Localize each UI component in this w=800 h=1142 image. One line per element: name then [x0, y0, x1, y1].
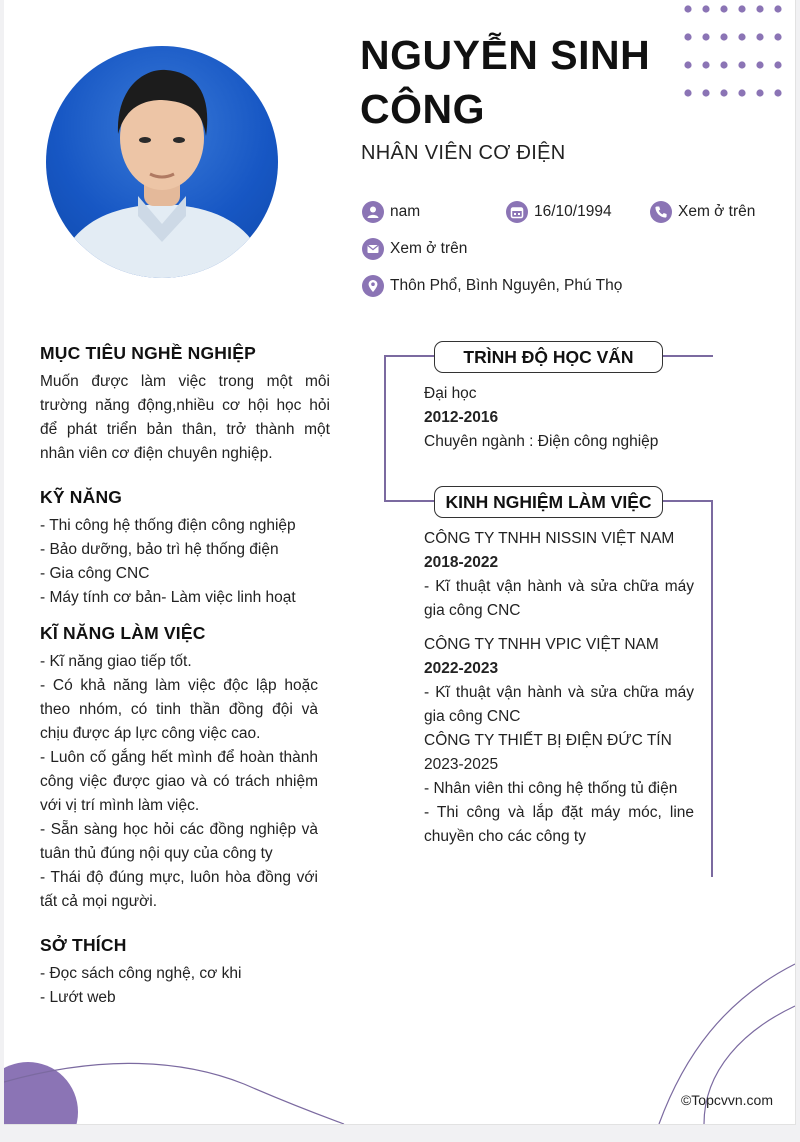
job-description: - Thi công và lắp đặt máy móc, line chuyền cho các công ty — [424, 804, 694, 845]
timeline-line — [663, 355, 713, 357]
gender-value: nam — [390, 203, 421, 220]
experience-details — [424, 527, 694, 849]
experience-heading: KINH NGHIỆM LÀM VIỆC — [434, 486, 663, 518]
company-name: CÔNG TY TNHH VPIC VIỆT NAM — [424, 636, 659, 653]
list-item: - Gia công CNC — [40, 565, 150, 582]
address-value: Thôn Phổ, Bình Nguyên, Phú Thọ — [390, 277, 623, 294]
timeline-line — [384, 355, 434, 357]
list-item: - Có khả năng làm việc độc lập hoặc theo nhóm, có tinh thần đồng đội và chịu được áp lực công việc cao. — [40, 677, 318, 742]
job-description: - Kĩ thuật vận hành và sửa chữa máy gia công CNC — [424, 684, 694, 725]
user-icon — [362, 201, 384, 223]
job-title: NHÂN VIÊN CƠ ĐIỆN — [361, 142, 566, 164]
phone-value: Xem ở trên — [678, 203, 756, 220]
hobbies-title: SỞ THÍCH — [40, 935, 127, 955]
timeline-line — [711, 500, 713, 877]
timeline-line — [663, 500, 713, 502]
objective-text: Muốn được làm việc trong một môi trường năng động,nhiều cơ hội học hỏi để phát triển bản thân, trở thành một nhân viên cơ điện chuyên nghiệp. — [40, 373, 330, 462]
contact-gender — [362, 201, 420, 223]
email-value: Xem ở trên — [390, 240, 468, 257]
candidate-name: NGUYỄN SINH CÔNG — [360, 32, 651, 132]
list-item: - Thái độ đúng mực, luôn hòa đồng với tất cả mọi người. — [40, 869, 318, 910]
contact-address — [362, 275, 622, 297]
skills-title: KỸ NĂNG — [40, 487, 123, 507]
list-item: - Bảo dưỡng, bảo trì hệ thống điện — [40, 541, 279, 558]
work-skills-list — [40, 650, 318, 914]
education-major: Chuyên ngành : Điện công nghiệp — [424, 433, 659, 450]
profile-photo — [46, 46, 278, 278]
education-level: Đại học — [424, 385, 477, 402]
person-portrait-icon — [46, 46, 278, 278]
list-item: - Đọc sách công nghệ, cơ khi — [40, 965, 242, 982]
education-heading: TRÌNH ĐỘ HỌC VẤN — [434, 341, 663, 373]
job-years: 2022-2023 — [424, 660, 499, 677]
contact-email — [362, 238, 467, 260]
phone-icon — [650, 201, 672, 223]
list-item: - Thi công hệ thống điện công nghiệp — [40, 517, 296, 534]
job-years: 2023-2025 — [424, 756, 499, 773]
birthday-value: 16/10/1994 — [534, 203, 612, 220]
company-name: CÔNG TY TNHH NISSIN VIỆT NAM — [424, 530, 675, 547]
dot-grid-decoration — [680, 3, 794, 99]
decorative-curves — [4, 960, 795, 1124]
education-years: 2012-2016 — [424, 409, 499, 426]
job-description: - Nhân viên thi công hệ thống tủ điện — [424, 780, 678, 797]
calendar-icon — [506, 201, 528, 223]
skills-list — [40, 514, 340, 610]
copyright-text: ©Topcvvn.com — [680, 1092, 773, 1108]
list-item: - Luôn cố gắng hết mình để hoàn thành công việc được giao và có trách nhiệm với vị trí mình làm việc. — [40, 749, 318, 814]
location-pin-icon — [362, 275, 384, 297]
company-name: CÔNG TY THIẾT BỊ ĐIỆN ĐỨC TÍN — [424, 732, 672, 749]
work-skills-title: KĨ NĂNG LÀM VIỆC — [40, 623, 206, 643]
job-years: 2018-2022 — [424, 554, 499, 571]
job-description: - Kĩ thuật vận hành và sửa chữa máy gia công CNC — [424, 578, 694, 619]
cv-page — [4, 0, 796, 1125]
list-item: - Lướt web — [40, 989, 116, 1006]
education-details — [424, 382, 694, 454]
contact-birthday — [506, 201, 612, 223]
contact-phone — [650, 201, 755, 223]
list-item: - Kĩ năng giao tiếp tốt. — [40, 653, 192, 670]
email-icon — [362, 238, 384, 260]
objective-title: MỤC TIÊU NGHỀ NGHIỆP — [40, 343, 256, 363]
list-item: - Máy tính cơ bản- Làm việc linh hoạt — [40, 589, 296, 606]
timeline-line — [384, 500, 434, 502]
list-item: - Sẵn sàng học hỏi các đồng nghiệp và tuân thủ đúng nội quy của công ty — [40, 821, 318, 862]
timeline-line — [384, 355, 386, 501]
